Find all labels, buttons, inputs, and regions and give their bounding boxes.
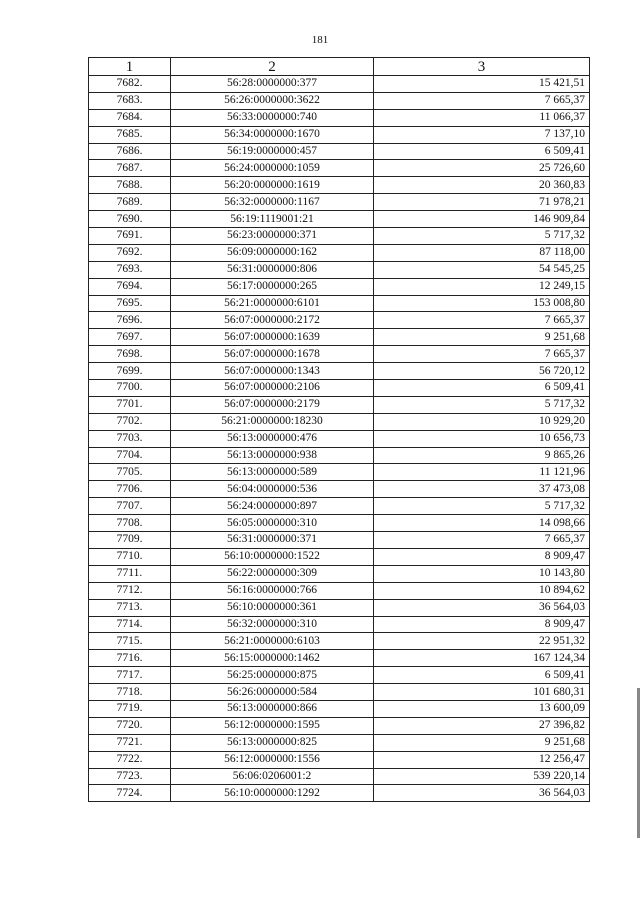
value-cell: 9 251,68 — [374, 734, 590, 751]
page-number: 181 — [311, 34, 329, 46]
cadastral-number-cell: 56:04:0000000:536 — [171, 481, 374, 498]
cadastral-number-cell: 56:19:1119001:21 — [171, 211, 374, 228]
row-number-cell: 7714. — [89, 616, 171, 633]
table-row — [89, 329, 590, 346]
row-number-cell: 7707. — [89, 498, 171, 515]
value-cell: 8 909,47 — [374, 616, 590, 633]
table-row — [89, 633, 590, 650]
value-cell: 6 509,41 — [374, 667, 590, 684]
row-number-cell: 7689. — [89, 194, 171, 211]
cadastral-number-cell: 56:07:0000000:1343 — [171, 363, 374, 380]
row-number-cell: 7704. — [89, 447, 171, 464]
cadastral-number-cell: 56:22:0000000:309 — [171, 565, 374, 582]
table-row — [89, 582, 590, 599]
table-row — [89, 76, 590, 93]
value-cell: 7 137,10 — [374, 126, 590, 143]
cadastral-number-cell: 56:13:0000000:938 — [171, 447, 374, 464]
table-header — [89, 58, 590, 76]
row-number-cell: 7690. — [89, 211, 171, 228]
header-row — [89, 58, 590, 76]
row-number-cell: 7710. — [89, 548, 171, 565]
value-cell: 11 121,96 — [374, 464, 590, 481]
cadastral-number-cell: 56:26:0000000:3622 — [171, 92, 374, 109]
cadastral-number-cell: 56:09:0000000:162 — [171, 244, 374, 261]
cadastral-number-cell: 56:21:0000000:18230 — [171, 413, 374, 430]
value-cell: 54 545,25 — [374, 261, 590, 278]
cadastral-number-cell: 56:10:0000000:361 — [171, 599, 374, 616]
table-row — [89, 498, 590, 515]
table-row — [89, 616, 590, 633]
table-row — [89, 109, 590, 126]
value-cell: 153 008,80 — [374, 295, 590, 312]
cadastral-number-cell: 56:12:0000000:1595 — [171, 717, 374, 734]
cadastral-number-cell: 56:13:0000000:476 — [171, 430, 374, 447]
table-row — [89, 346, 590, 363]
table-row — [89, 734, 590, 751]
value-cell: 12 256,47 — [374, 751, 590, 768]
value-cell: 10 656,73 — [374, 430, 590, 447]
row-number-cell: 7683. — [89, 92, 171, 109]
cadastral-number-cell: 56:24:0000000:897 — [171, 498, 374, 515]
row-number-cell: 7684. — [89, 109, 171, 126]
value-cell: 20 360,83 — [374, 177, 590, 194]
value-cell: 15 421,51 — [374, 76, 590, 93]
cadastral-number-cell: 56:26:0000000:584 — [171, 684, 374, 701]
table-row — [89, 380, 590, 397]
table-row — [89, 278, 590, 295]
cadastral-number-cell: 56:15:0000000:1462 — [171, 650, 374, 667]
cadastral-number-cell: 56:07:0000000:2179 — [171, 396, 374, 413]
cadastral-number-cell: 56:23:0000000:371 — [171, 228, 374, 245]
value-cell: 36 564,03 — [374, 599, 590, 616]
table-row — [89, 565, 590, 582]
row-number-cell: 7702. — [89, 413, 171, 430]
cadastral-number-cell: 56:28:0000000:377 — [171, 76, 374, 93]
value-cell: 10 894,62 — [374, 582, 590, 599]
value-cell: 71 978,21 — [374, 194, 590, 211]
cadastral-number-cell: 56:17:0000000:265 — [171, 278, 374, 295]
cadastral-number-cell: 56:34:0000000:1670 — [171, 126, 374, 143]
value-cell: 8 909,47 — [374, 548, 590, 565]
cadastral-number-cell: 56:07:0000000:1678 — [171, 346, 374, 363]
table-row — [89, 312, 590, 329]
table-body — [89, 76, 590, 802]
table-row — [89, 177, 590, 194]
value-cell: 5 717,32 — [374, 228, 590, 245]
table-row — [89, 667, 590, 684]
cadastral-number-cell: 56:31:0000000:371 — [171, 532, 374, 549]
row-number-cell: 7696. — [89, 312, 171, 329]
value-cell: 146 909,84 — [374, 211, 590, 228]
row-number-cell: 7701. — [89, 396, 171, 413]
value-cell: 36 564,03 — [374, 785, 590, 802]
row-number-cell: 7685. — [89, 126, 171, 143]
value-cell: 25 726,60 — [374, 160, 590, 177]
table-row — [89, 515, 590, 532]
row-number-cell: 7695. — [89, 295, 171, 312]
row-number-cell: 7693. — [89, 261, 171, 278]
value-cell: 539 220,14 — [374, 768, 590, 785]
row-number-cell: 7709. — [89, 532, 171, 549]
column-header-2: 2 — [171, 58, 374, 76]
row-number-cell: 7706. — [89, 481, 171, 498]
value-cell: 9 251,68 — [374, 329, 590, 346]
row-number-cell: 7687. — [89, 160, 171, 177]
cadastral-number-cell: 56:07:0000000:1639 — [171, 329, 374, 346]
table-row — [89, 548, 590, 565]
value-cell: 22 951,32 — [374, 633, 590, 650]
value-cell: 7 665,37 — [374, 532, 590, 549]
value-cell: 167 124,34 — [374, 650, 590, 667]
cadastral-number-cell: 56:07:0000000:2172 — [171, 312, 374, 329]
table-row — [89, 481, 590, 498]
table-row — [89, 396, 590, 413]
row-number-cell: 7711. — [89, 565, 171, 582]
cadastral-number-cell: 56:13:0000000:825 — [171, 734, 374, 751]
value-cell: 56 720,12 — [374, 363, 590, 380]
row-number-cell: 7717. — [89, 667, 171, 684]
value-cell: 5 717,32 — [374, 498, 590, 515]
row-number-cell: 7720. — [89, 717, 171, 734]
row-number-cell: 7705. — [89, 464, 171, 481]
column-header-1: 1 — [89, 58, 171, 76]
table-row — [89, 228, 590, 245]
value-cell: 11 066,37 — [374, 109, 590, 126]
cadastral-number-cell: 56:21:0000000:6103 — [171, 633, 374, 650]
cadastral-number-cell: 56:32:0000000:310 — [171, 616, 374, 633]
cadastral-number-cell: 56:12:0000000:1556 — [171, 751, 374, 768]
value-cell: 27 396,82 — [374, 717, 590, 734]
row-number-cell: 7712. — [89, 582, 171, 599]
row-number-cell: 7697. — [89, 329, 171, 346]
table-row — [89, 532, 590, 549]
row-number-cell: 7708. — [89, 515, 171, 532]
value-cell: 7 665,37 — [374, 312, 590, 329]
value-cell: 87 118,00 — [374, 244, 590, 261]
cadastral-number-cell: 56:13:0000000:589 — [171, 464, 374, 481]
table-row — [89, 194, 590, 211]
table-row — [89, 717, 590, 734]
value-cell: 7 665,37 — [374, 92, 590, 109]
cadastral-number-cell: 56:16:0000000:766 — [171, 582, 374, 599]
cadastral-number-cell: 56:19:0000000:457 — [171, 143, 374, 160]
table-row — [89, 768, 590, 785]
table-row — [89, 143, 590, 160]
value-cell: 14 098,66 — [374, 515, 590, 532]
value-cell: 10 143,80 — [374, 565, 590, 582]
table-row — [89, 160, 590, 177]
column-header-3: 3 — [374, 58, 590, 76]
table-row — [89, 211, 590, 228]
value-cell: 5 717,32 — [374, 396, 590, 413]
row-number-cell: 7692. — [89, 244, 171, 261]
row-number-cell: 7691. — [89, 228, 171, 245]
row-number-cell: 7715. — [89, 633, 171, 650]
value-cell: 6 509,41 — [374, 380, 590, 397]
cadastral-number-cell: 56:31:0000000:806 — [171, 261, 374, 278]
row-number-cell: 7688. — [89, 177, 171, 194]
row-number-cell: 7700. — [89, 380, 171, 397]
value-cell: 12 249,15 — [374, 278, 590, 295]
value-cell: 7 665,37 — [374, 346, 590, 363]
table-row — [89, 244, 590, 261]
cadastral-number-cell: 56:25:0000000:875 — [171, 667, 374, 684]
cadastral-number-cell: 56:10:0000000:1522 — [171, 548, 374, 565]
row-number-cell: 7722. — [89, 751, 171, 768]
row-number-cell: 7719. — [89, 700, 171, 717]
row-number-cell: 7699. — [89, 363, 171, 380]
row-number-cell: 7721. — [89, 734, 171, 751]
row-number-cell: 7718. — [89, 684, 171, 701]
table-row — [89, 684, 590, 701]
table-row — [89, 751, 590, 768]
value-cell: 101 680,31 — [374, 684, 590, 701]
table-row — [89, 295, 590, 312]
table-row — [89, 363, 590, 380]
table-row — [89, 700, 590, 717]
table-row — [89, 261, 590, 278]
table-row — [89, 599, 590, 616]
cadastral-number-cell: 56:10:0000000:1292 — [171, 785, 374, 802]
table-row — [89, 430, 590, 447]
row-number-cell: 7698. — [89, 346, 171, 363]
value-cell: 6 509,41 — [374, 143, 590, 160]
table-row — [89, 650, 590, 667]
data-table — [88, 57, 590, 802]
table-row — [89, 447, 590, 464]
table-row — [89, 126, 590, 143]
cadastral-number-cell: 56:06:0206001:2 — [171, 768, 374, 785]
row-number-cell: 7724. — [89, 785, 171, 802]
cadastral-number-cell: 56:33:0000000:740 — [171, 109, 374, 126]
cadastral-number-cell: 56:07:0000000:2106 — [171, 380, 374, 397]
value-cell: 13 600,09 — [374, 700, 590, 717]
cadastral-number-cell: 56:21:0000000:6101 — [171, 295, 374, 312]
table-row — [89, 413, 590, 430]
cadastral-number-cell: 56:24:0000000:1059 — [171, 160, 374, 177]
table-row — [89, 92, 590, 109]
row-number-cell: 7716. — [89, 650, 171, 667]
row-number-cell: 7703. — [89, 430, 171, 447]
cadastral-number-cell: 56:20:0000000:1619 — [171, 177, 374, 194]
row-number-cell: 7694. — [89, 278, 171, 295]
value-cell: 9 865,26 — [374, 447, 590, 464]
cadastral-number-cell: 56:05:0000000:310 — [171, 515, 374, 532]
value-cell: 37 473,08 — [374, 481, 590, 498]
cadastral-number-cell: 56:13:0000000:866 — [171, 700, 374, 717]
cadastral-number-cell: 56:32:0000000:1167 — [171, 194, 374, 211]
table-row — [89, 464, 590, 481]
row-number-cell: 7686. — [89, 143, 171, 160]
row-number-cell: 7682. — [89, 76, 171, 93]
row-number-cell: 7723. — [89, 768, 171, 785]
row-number-cell: 7713. — [89, 599, 171, 616]
table-row — [89, 785, 590, 802]
value-cell: 10 929,20 — [374, 413, 590, 430]
